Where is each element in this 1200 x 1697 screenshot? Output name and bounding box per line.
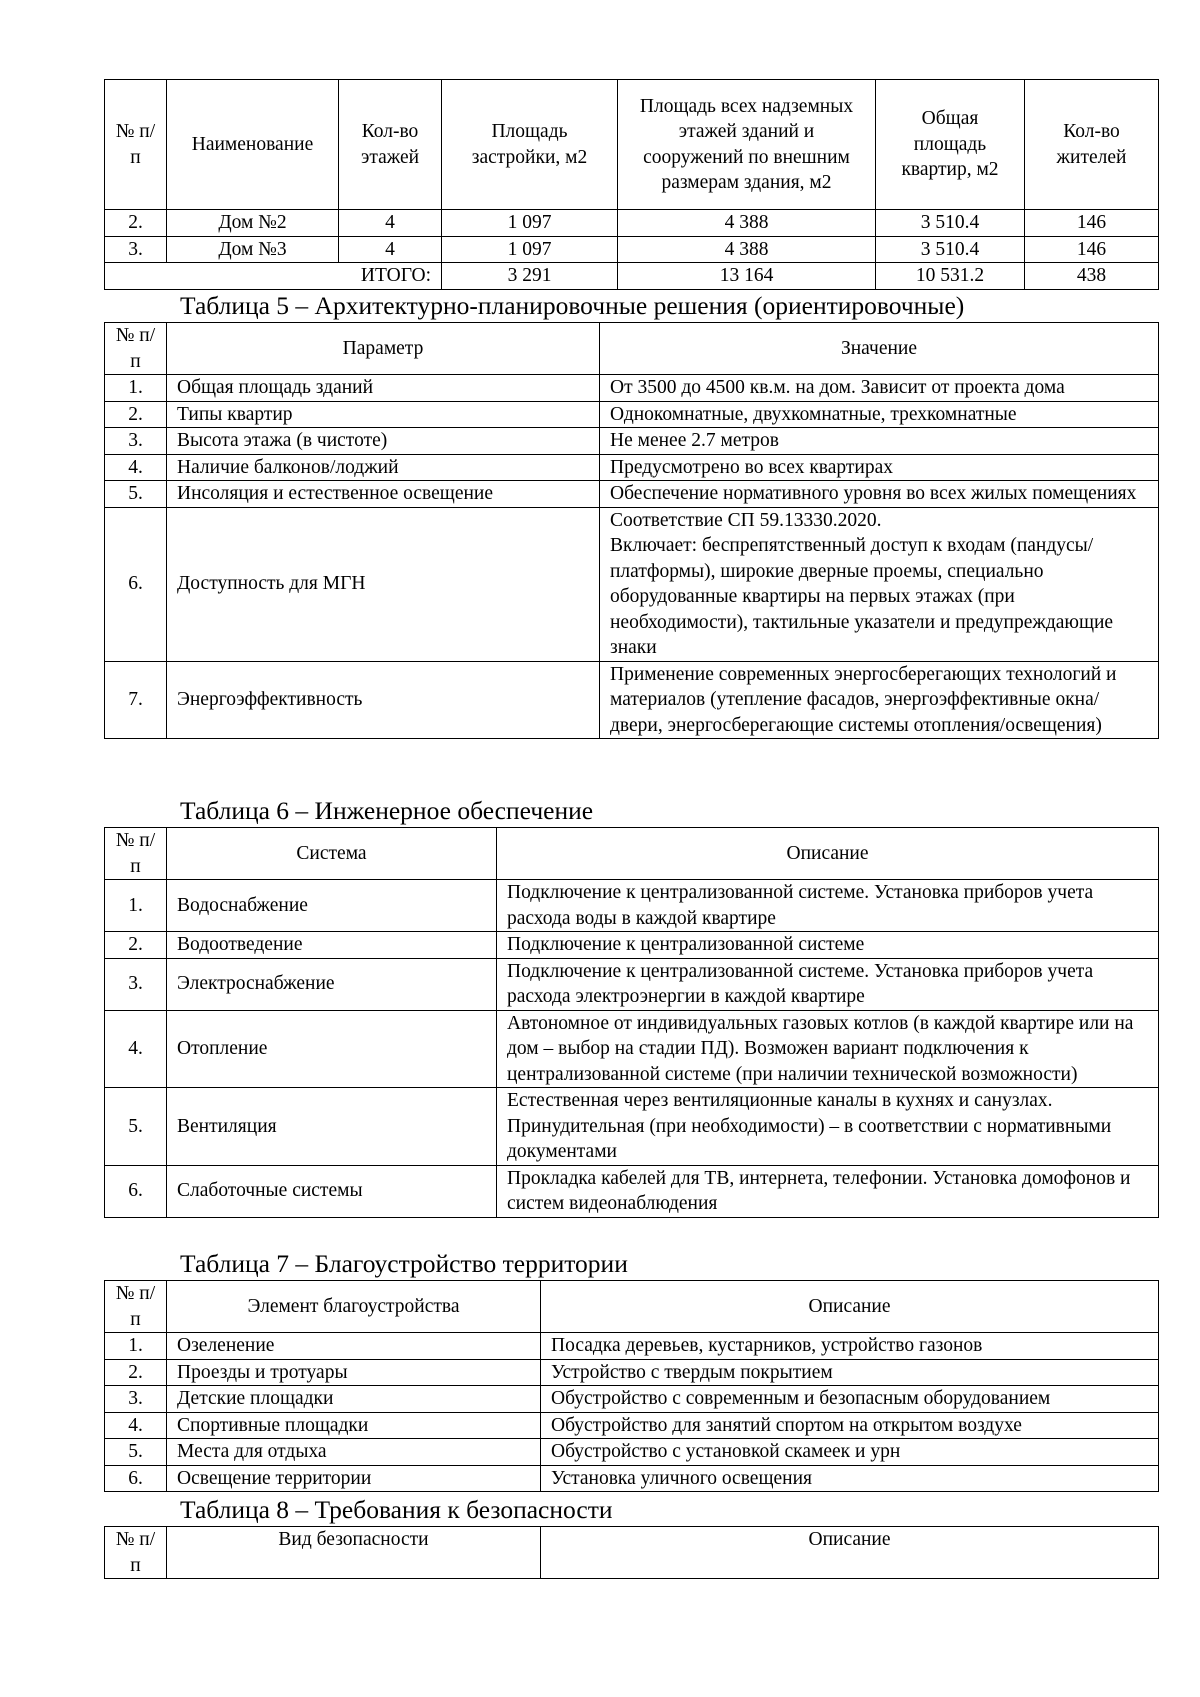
cell: Обустройство с установкой скамеек и урн [541,1439,1159,1466]
header-cell: Площадь всех надземных этажей зданий и сооружений по внешним размерам здания, м2 [618,80,876,210]
cell: Подключение к централизованной системе [497,932,1159,959]
cell: Освещение территории [167,1465,541,1492]
table-header-row [105,323,1159,375]
table6-caption: Таблица 6 – Инженерное обеспечение [180,796,594,825]
cell: 3 291 [442,263,618,290]
table-row [105,661,1159,739]
header-cell: Кол-во этажей [339,80,442,210]
cell: Места для отдыха [167,1439,541,1466]
header-cell: Значение [600,323,1159,375]
table-row [105,428,1159,455]
cell: Водоснабжение [167,880,497,932]
cell: Посадка деревьев, кустарников, устройство газонов [541,1333,1159,1360]
total-label: ИТОГО: [105,263,442,290]
cell: Однокомнатные, двухкомнатные, трехкомнатные [600,401,1159,428]
cell: 13 164 [618,263,876,290]
cell: 3 510.4 [876,236,1025,263]
header-cell: № п/п [105,1527,167,1579]
header-cell: № п/п [105,1281,167,1333]
header-cell: № п/п [105,828,167,880]
cell: 7. [105,661,167,739]
table-row [105,1465,1159,1492]
cell: 3 510.4 [876,210,1025,237]
cell: Подключение к централизованной системе. Установка приборов учета расхода электроэнергии в каждой квартире [497,958,1159,1010]
cell: Наличие балконов/лоджий [167,454,600,481]
total-row [105,263,1159,290]
cell: 2. [105,401,167,428]
header-cell: Описание [497,828,1159,880]
table-header-row [105,1281,1159,1333]
cell: От 3500 до 4500 кв.м. на дом. Зависит от проекта дома [600,375,1159,402]
header-cell: Параметр [167,323,600,375]
cell: 2. [105,1359,167,1386]
table-row [105,507,1159,661]
table8-caption: Таблица 8 – Требования к безопасности [180,1495,613,1524]
cell: Инсоляция и естественное освещение [167,481,600,508]
cell: Типы квартир [167,401,600,428]
cell: Детские площадки [167,1386,541,1413]
cell: 4 388 [618,236,876,263]
table-row [105,1439,1159,1466]
header-cell: Описание [541,1281,1159,1333]
cell: Дом №3 [167,236,339,263]
table-row [105,210,1159,237]
cell: 3. [105,958,167,1010]
cell: Озеленение [167,1333,541,1360]
cell: Спортивные площадки [167,1412,541,1439]
table-row [105,236,1159,263]
cell: 1 097 [442,210,618,237]
buildings-table [104,79,1159,290]
cell: Энергоэффективность [167,661,600,739]
header-cell: Кол-во жителей [1025,80,1159,210]
table-header-row [105,828,1159,880]
cell: 146 [1025,236,1159,263]
cell: Применение современных энергосберегающих технологий и материалов (утепление фасадов, энергоэффективные окна/двери, энергосберегающие системы отопления/освещения) [600,661,1159,739]
header-cell: Наименование [167,80,339,210]
security-table [104,1526,1159,1579]
cell: 4. [105,1412,167,1439]
cell: Подключение к централизованной системе. Установка приборов учета расхода воды в каждой квартире [497,880,1159,932]
table-row [105,880,1159,932]
table-row [105,481,1159,508]
cell: Обеспечение нормативного уровня во всех жилых помещениях [600,481,1159,508]
table-row [105,1333,1159,1360]
cell: 1 097 [442,236,618,263]
header-cell: № п/п [105,80,167,210]
table-row [105,932,1159,959]
cell: Устройство с твердым покрытием [541,1359,1159,1386]
cell: 1. [105,1333,167,1360]
cell: 1. [105,880,167,932]
header-cell: Система [167,828,497,880]
cell: Водоотведение [167,932,497,959]
table-row [105,1010,1159,1088]
cell: Обустройство для занятий спортом на открытом воздухе [541,1412,1159,1439]
table-row [105,1412,1159,1439]
cell: Слаботочные системы [167,1165,497,1217]
cell: 4 [339,210,442,237]
cell: 6. [105,507,167,661]
header-cell: Описание [541,1527,1159,1579]
cell: 4. [105,1010,167,1088]
cell: 5. [105,1088,167,1166]
header-cell: Общая площадь квартир, м2 [876,80,1025,210]
table-row [105,454,1159,481]
cell: 2. [105,932,167,959]
cell: 2. [105,210,167,237]
table-header-row [105,1527,1159,1579]
cell: Автономное от индивидуальных газовых котлов (в каждой квартире или на дом – выбор на стадии ПД). Возможен вариант подключения к централизованной системе (при наличии технической возможности) [497,1010,1159,1088]
cell: Установка уличного освещения [541,1465,1159,1492]
table-row [105,1359,1159,1386]
cell: Естественная через вентиляционные каналы в кухнях и санузлах. Принудительная (при необходимости) – в соответствии с нормативными документами [497,1088,1159,1166]
cell: 146 [1025,210,1159,237]
cell: 5. [105,1439,167,1466]
table-row [105,1088,1159,1166]
cell: 1. [105,375,167,402]
cell: 6. [105,1465,167,1492]
cell: Электроснабжение [167,958,497,1010]
cell: 4 [339,236,442,263]
cell: 3. [105,236,167,263]
cell: Общая площадь зданий [167,375,600,402]
cell: Высота этажа (в чистоте) [167,428,600,455]
engineering-table [104,827,1159,1218]
header-cell: № п/п [105,323,167,375]
cell: 3. [105,428,167,455]
cell: 4 388 [618,210,876,237]
cell: Прокладка кабелей для ТВ, интернета, телефонии. Установка домофонов и систем видеонаблюдения [497,1165,1159,1217]
table7-caption: Таблица 7 – Благоустройство территории [180,1249,628,1278]
cell: Предусмотрено во всех квартирах [600,454,1159,481]
cell: 3. [105,1386,167,1413]
cell: Доступность для МГН [167,507,600,661]
table-row [105,958,1159,1010]
cell: 5. [105,481,167,508]
cell: Дом №2 [167,210,339,237]
architecture-table [104,322,1159,739]
cell: 6. [105,1165,167,1217]
cell: 438 [1025,263,1159,290]
landscaping-table [104,1280,1159,1492]
header-cell: Площадь застройки, м2 [442,80,618,210]
header-cell: Элемент благоустройства [167,1281,541,1333]
table-row [105,1165,1159,1217]
cell: 10 531.2 [876,263,1025,290]
table-row [105,401,1159,428]
cell: Соответствие СП 59.13330.2020. Включает: беспрепятственный доступ к входам (пандусы/платформы), широкие дверные проемы, специально оборудованные квартиры на первых этажах (при необходимости), тактильные указатели и предупреждающие знаки [600,507,1159,661]
cell: Проезды и тротуары [167,1359,541,1386]
table-row [105,375,1159,402]
cell: Не менее 2.7 метров [600,428,1159,455]
table-header-row [105,80,1159,210]
cell: Вентиляция [167,1088,497,1166]
table5-caption: Таблица 5 – Архитектурно-планировочные решения (ориентировочные) [180,291,965,320]
header-cell: Вид безопасности [167,1527,541,1579]
table-row [105,1386,1159,1413]
cell: Отопление [167,1010,497,1088]
cell: 4. [105,454,167,481]
cell: Обустройство с современным и безопасным оборудованием [541,1386,1159,1413]
